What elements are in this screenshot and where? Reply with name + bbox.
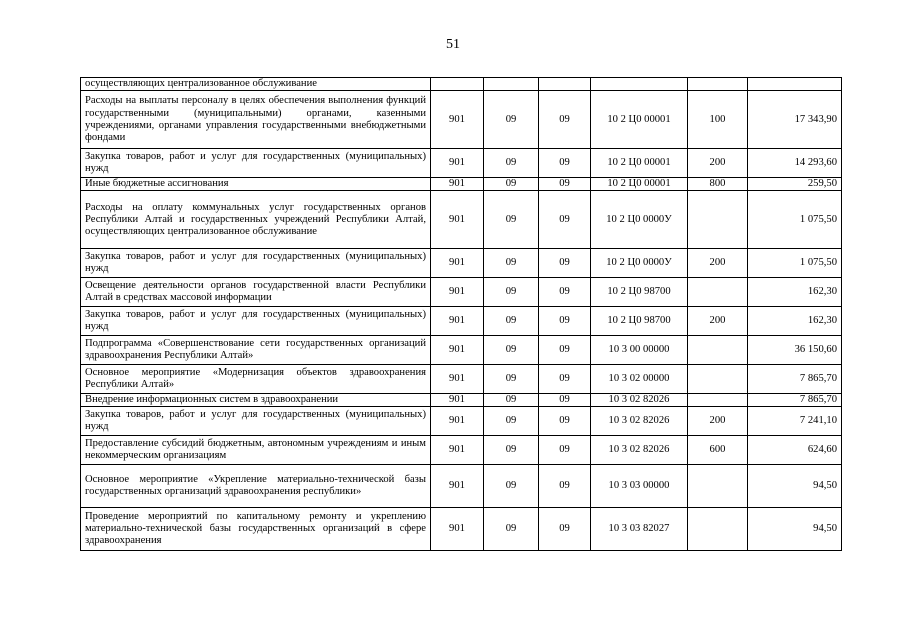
expense-type-cell: 800 [688, 178, 748, 191]
expense-type-cell [688, 508, 748, 551]
table-row [81, 436, 842, 465]
amount-cell: 624,60 [748, 436, 842, 465]
section-code-cell: 09 [484, 336, 539, 365]
subsection-code-cell: 09 [539, 191, 591, 249]
row-name-cell: Основное мероприятие «Укрепление материально-технической базы государственных организаций здравоохранения республики» [81, 465, 431, 508]
row-name-cell: Проведение мероприятий по капитальному ремонту и укреплению материально-технической базы государственных организаций в сфере здравоохранения [81, 508, 431, 551]
section-code-cell: 09 [484, 91, 539, 149]
amount-cell: 94,50 [748, 508, 842, 551]
amount-cell: 17 343,90 [748, 91, 842, 149]
table-row [81, 78, 842, 91]
section-code-cell: 09 [484, 278, 539, 307]
subsection-code-cell: 09 [539, 508, 591, 551]
page-number: 51 [446, 37, 460, 52]
subsection-code-cell: 09 [539, 394, 591, 407]
target-article-cell: 10 2 Ц0 98700 [591, 307, 688, 336]
amount-cell: 259,50 [748, 178, 842, 191]
grbs-code-cell: 901 [431, 336, 484, 365]
section-code-cell [484, 78, 539, 91]
table-row [81, 394, 842, 407]
grbs-code-cell: 901 [431, 249, 484, 278]
row-name-cell: Закупка товаров, работ и услуг для государственных (муниципальных) нужд [81, 407, 431, 436]
section-code-cell: 09 [484, 191, 539, 249]
table-row [81, 278, 842, 307]
amount-cell: 36 150,60 [748, 336, 842, 365]
section-code-cell: 09 [484, 394, 539, 407]
section-code-cell: 09 [484, 465, 539, 508]
target-article-cell: 10 3 02 82026 [591, 407, 688, 436]
row-name-cell: осуществляющих централизованное обслуживание [81, 78, 431, 91]
subsection-code-cell: 09 [539, 91, 591, 149]
target-article-cell: 10 3 02 82026 [591, 436, 688, 465]
table-row [81, 307, 842, 336]
target-article-cell: 10 2 Ц0 00001 [591, 91, 688, 149]
row-name-cell: Закупка товаров, работ и услуг для государственных (муниципальных) нужд [81, 149, 431, 178]
row-name-cell: Закупка товаров, работ и услуг для государственных (муниципальных) нужд [81, 307, 431, 336]
grbs-code-cell: 901 [431, 178, 484, 191]
expense-type-cell [688, 278, 748, 307]
row-name-cell: Иные бюджетные ассигнования [81, 178, 431, 191]
subsection-code-cell [539, 78, 591, 91]
expense-type-cell: 200 [688, 307, 748, 336]
subsection-code-cell: 09 [539, 278, 591, 307]
grbs-code-cell: 901 [431, 407, 484, 436]
grbs-code-cell: 901 [431, 465, 484, 508]
amount-cell: 94,50 [748, 465, 842, 508]
target-article-cell: 10 3 03 00000 [591, 465, 688, 508]
row-name-cell: Предоставление субсидий бюджетным, автономным учреждениям и иным некоммерческим организациям [81, 436, 431, 465]
row-name-cell: Расходы на выплаты персоналу в целях обеспечения выполнения функций государственными (муниципальными) органами, казенными учреждениями, органами управления государственными внебюджетными фондами [81, 91, 431, 149]
target-article-cell: 10 2 Ц0 98700 [591, 278, 688, 307]
section-code-cell: 09 [484, 149, 539, 178]
grbs-code-cell: 901 [431, 191, 484, 249]
expense-type-cell [688, 465, 748, 508]
subsection-code-cell: 09 [539, 407, 591, 436]
table-row [81, 249, 842, 278]
expense-type-cell: 100 [688, 91, 748, 149]
expense-type-cell [688, 394, 748, 407]
subsection-code-cell: 09 [539, 336, 591, 365]
amount-cell: 7 865,70 [748, 394, 842, 407]
grbs-code-cell: 901 [431, 307, 484, 336]
amount-cell: 162,30 [748, 278, 842, 307]
grbs-code-cell [431, 78, 484, 91]
table-row [81, 365, 842, 394]
grbs-code-cell: 901 [431, 394, 484, 407]
table-row [81, 149, 842, 178]
target-article-cell: 10 2 Ц0 00001 [591, 149, 688, 178]
expense-type-cell [688, 336, 748, 365]
expense-type-cell [688, 365, 748, 394]
table-row [81, 191, 842, 249]
target-article-cell: 10 3 03 82027 [591, 508, 688, 551]
expense-type-cell [688, 191, 748, 249]
section-code-cell: 09 [484, 178, 539, 191]
row-name-cell: Основное мероприятие «Модернизация объектов здравоохранения Республики Алтай» [81, 365, 431, 394]
expense-type-cell: 600 [688, 436, 748, 465]
subsection-code-cell: 09 [539, 436, 591, 465]
table-row [81, 91, 842, 149]
subsection-code-cell: 09 [539, 365, 591, 394]
expense-type-cell [688, 78, 748, 91]
grbs-code-cell: 901 [431, 278, 484, 307]
table-row [81, 508, 842, 551]
section-code-cell: 09 [484, 407, 539, 436]
amount-cell: 1 075,50 [748, 191, 842, 249]
subsection-code-cell: 09 [539, 465, 591, 508]
target-article-cell: 10 3 00 00000 [591, 336, 688, 365]
expense-type-cell: 200 [688, 407, 748, 436]
table-row [81, 465, 842, 508]
grbs-code-cell: 901 [431, 365, 484, 394]
section-code-cell: 09 [484, 365, 539, 394]
section-code-cell: 09 [484, 249, 539, 278]
expense-type-cell: 200 [688, 249, 748, 278]
section-code-cell: 09 [484, 436, 539, 465]
grbs-code-cell: 901 [431, 436, 484, 465]
amount-cell: 14 293,60 [748, 149, 842, 178]
section-code-cell: 09 [484, 307, 539, 336]
row-name-cell: Внедрение информационных систем в здравоохранении [81, 394, 431, 407]
grbs-code-cell: 901 [431, 149, 484, 178]
subsection-code-cell: 09 [539, 178, 591, 191]
target-article-cell: 10 2 Ц0 00001 [591, 178, 688, 191]
table-row [81, 336, 842, 365]
amount-cell: 7 241,10 [748, 407, 842, 436]
row-name-cell: Расходы на оплату коммунальных услуг государственных органов Республики Алтай и государственных учреждений Республики Алтай, осуществляющих централизованное обслуживание [81, 191, 431, 249]
budget-table [80, 77, 842, 551]
amount-cell: 7 865,70 [748, 365, 842, 394]
section-code-cell: 09 [484, 508, 539, 551]
row-name-cell: Освещение деятельности органов государственной власти Республики Алтай в средствах массовой информации [81, 278, 431, 307]
target-article-cell: 10 3 02 82026 [591, 394, 688, 407]
amount-cell: 1 075,50 [748, 249, 842, 278]
table-row [81, 178, 842, 191]
target-article-cell: 10 2 Ц0 0000У [591, 249, 688, 278]
amount-cell: 162,30 [748, 307, 842, 336]
amount-cell [748, 78, 842, 91]
grbs-code-cell: 901 [431, 508, 484, 551]
subsection-code-cell: 09 [539, 307, 591, 336]
grbs-code-cell: 901 [431, 91, 484, 149]
table-row [81, 407, 842, 436]
target-article-cell: 10 3 02 00000 [591, 365, 688, 394]
target-article-cell [591, 78, 688, 91]
target-article-cell: 10 2 Ц0 0000У [591, 191, 688, 249]
row-name-cell: Подпрограмма «Совершенствование сети государственных организаций здравоохранения Республики Алтай» [81, 336, 431, 365]
subsection-code-cell: 09 [539, 149, 591, 178]
subsection-code-cell: 09 [539, 249, 591, 278]
expense-type-cell: 200 [688, 149, 748, 178]
row-name-cell: Закупка товаров, работ и услуг для государственных (муниципальных) нужд [81, 249, 431, 278]
table-body [81, 78, 842, 551]
